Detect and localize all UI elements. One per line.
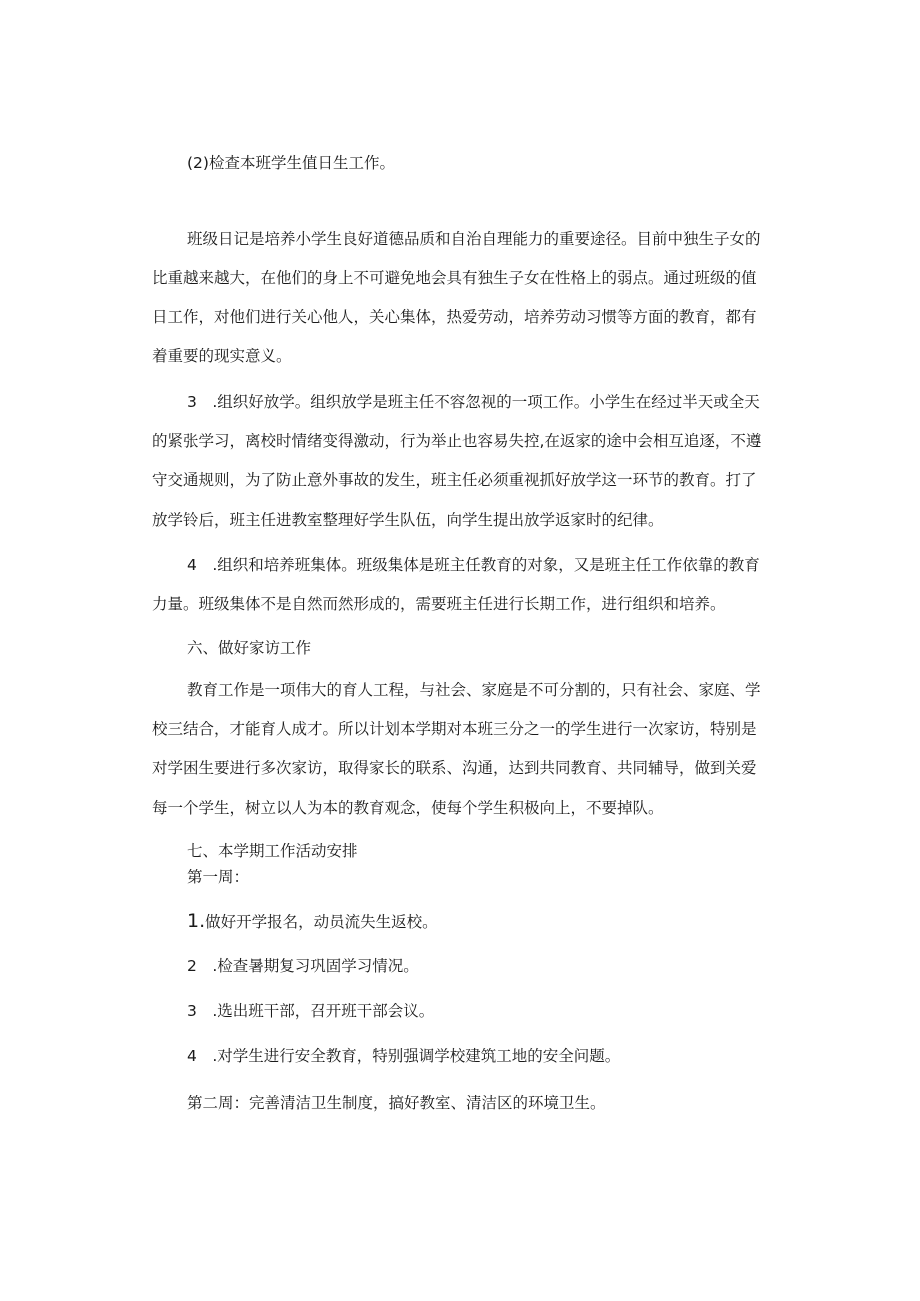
list-item: 2 .检查暑期复习巩固学习情况。 [187,957,419,975]
week-label: 第二周：完善清洁卫生制度，搞好教室、清洁区的环境卫生。 [187,1094,606,1112]
section-heading: 七、本学期工作活动安排 [187,842,358,860]
list-item-text: 做好开学报名，动员流失生返校。 [205,913,438,931]
paragraph-line: (2)检查本班学生值日生工作。 [187,154,395,172]
section-heading: 六、做好家访工作 [187,639,312,657]
list-item: 4 .对学生进行安全教育，特别强调学校建筑工地的安全问题。 [187,1047,621,1065]
paragraph-line: 力量。班级集体不是自然而然形成的，需要班主任进行长期工作，进行组织和培养。 [152,595,726,613]
paragraph-line: 教育工作是一项伟大的育人工程，与社会、家庭是不可分割的，只有社会、家庭、学 [187,681,761,699]
list-item-number: 1. [187,910,206,932]
paragraph-line: 对学困生要进行多次家访，取得家长的联系、沟通，达到共同教育、共同辅导，做到关爱 [152,759,757,777]
list-item: 3 .选出班干部，召开班干部会议。 [187,1002,435,1020]
paragraph-line: 每一个学生，树立以人为本的教育观念，使每个学生积极向上，不要掉队。 [152,799,664,817]
week-label: 第一周： [187,868,250,886]
paragraph-line: 3 .组织好放学。组织放学是班主任不容忽视的一项工作。小学生在经过半天或全天 [187,393,760,411]
paragraph-line: 比重越来越大，在他们的身上不可避免地会具有独生子女在性格上的弱点。通过班级的值 [152,269,757,287]
paragraph-line: 日工作，对他们进行关心他人，关心集体，热爱劳动，培养劳动习惯等方面的教育，都有 [152,308,757,326]
paragraph-line: 守交通规则，为了防止意外事故的发生，班主任必须重视抓好放学这一环节的教育。打了 [152,471,757,489]
list-item [187,910,438,933]
paragraph-line: 的紧张学习，离校时情绪变得激动，行为举止也容易失控,在返家的途中会相互追逐，不遵 [152,432,762,450]
paragraph-line: 放学铃后，班主任进教室整理好学生队伍，向学生提出放学返家时的纪律。 [152,511,664,529]
paragraph-line: 校三结合，才能育人成才。所以计划本学期对本班三分之一的学生进行一次家访，特别是 [152,720,757,738]
paragraph-line: 班级日记是培养小学生良好道德品质和自治自理能力的重要途径。目前中独生子女的 [187,230,761,248]
paragraph-line: 4 .组织和培养班集体。班级集体是班主任教育的对象，又是班主任工作依靠的教育 [187,556,760,574]
paragraph-line: 着重要的现实意义。 [152,347,292,365]
